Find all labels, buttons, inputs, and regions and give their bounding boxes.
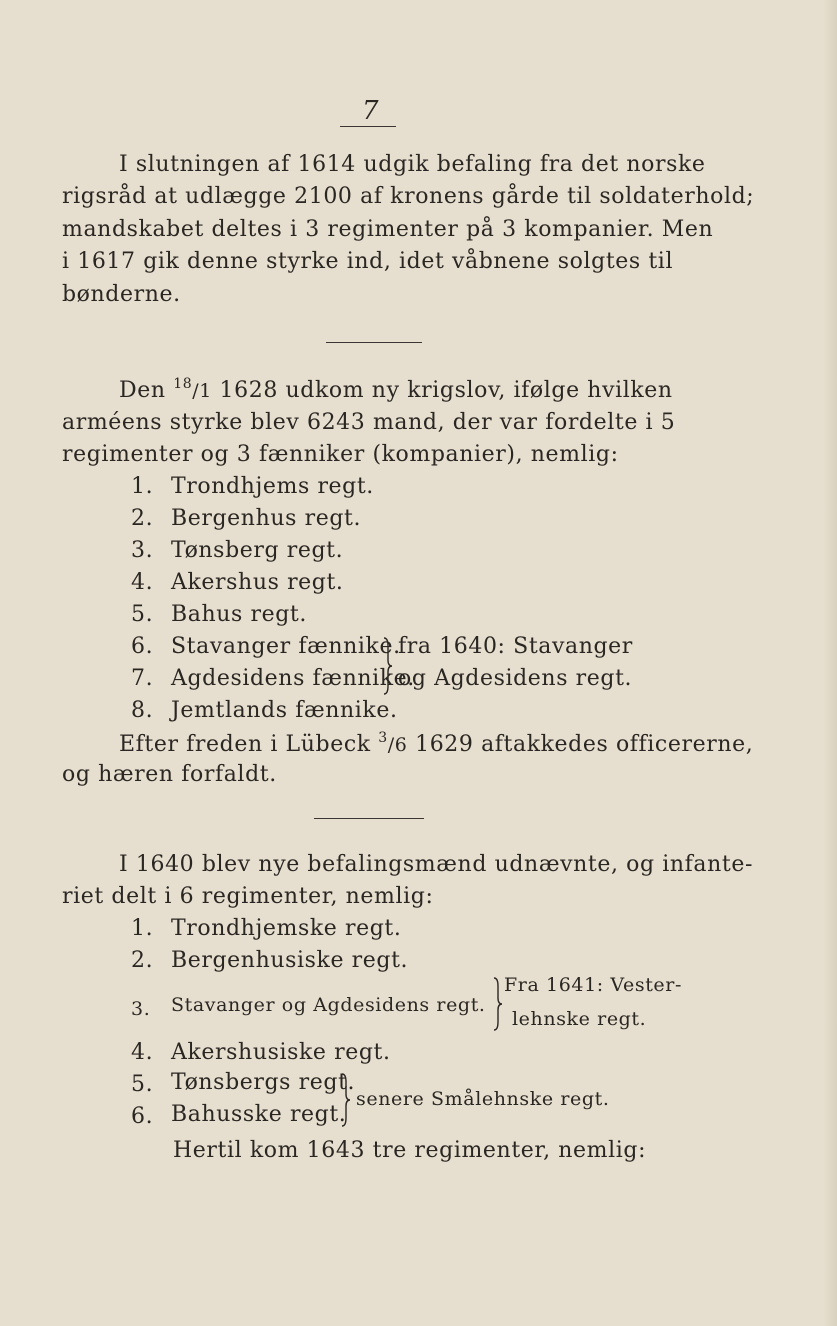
list1-item-8: Jemtlands fænnike. <box>171 698 398 723</box>
list2-num-1: 1. <box>131 916 154 941</box>
para2-after-day: 3 <box>378 730 388 746</box>
list2-num-5: 5. <box>131 1072 154 1097</box>
page-edge <box>823 0 837 1326</box>
list1-num-3: 3. <box>131 538 154 563</box>
list1-num-8: 8. <box>131 698 154 723</box>
para2-date-month: /1 <box>192 380 212 402</box>
para3-line-2: riet delt i 6 regimenter, nemlig: <box>62 884 434 909</box>
para2-line-2: arméens styrke blev 6243 mand, der var fordelte i 5 <box>62 410 676 435</box>
section-divider-1 <box>326 342 422 343</box>
para2-after-rest: 1629 aftakkedes officererne, <box>415 732 754 757</box>
list1-note-line-2: og Agdesidens regt. <box>398 666 633 691</box>
list2-item-5: Tønsbergs regt. <box>171 1070 356 1095</box>
list2-item-2: Bergenhusiske regt. <box>171 948 409 973</box>
para3-line-1: I 1640 blev nye befalingsmænd udnævnte, og infante- <box>119 852 753 877</box>
list1-num-2: 2. <box>131 506 154 531</box>
para3-closing: Hertil kom 1643 tre regimenter, nemlig: <box>173 1138 647 1163</box>
para1-line-1: I slutningen af 1614 udgik befaling fra det norske <box>119 152 706 177</box>
para2-lead: Den <box>119 378 166 403</box>
list1-num-4: 4. <box>131 570 154 595</box>
para1-line-2: rigsråd at udlægge 2100 af kronens gårde til soldaterhold; <box>62 184 755 209</box>
list2-item-3: Stavanger og Agdesidens regt. <box>171 994 486 1016</box>
page-number: 7 <box>362 96 379 126</box>
para2-date-day: 18 <box>173 376 193 392</box>
para2-after-line-2: og hæren forfaldt. <box>62 762 277 787</box>
list2-note-56: senere Smålehnske regt. <box>356 1088 610 1110</box>
page-number-rule <box>340 126 396 127</box>
para2-line-1 <box>119 376 673 403</box>
para2-after-line-1 <box>119 730 753 757</box>
list1-item-7: Agdesidens fænnike. <box>171 666 415 691</box>
list1-brace <box>380 636 394 696</box>
list1-item-2: Bergenhus regt. <box>171 506 362 531</box>
section-divider-2 <box>314 818 424 819</box>
list1-num-5: 5. <box>131 602 154 627</box>
list2-note-3-line-2: lehnske regt. <box>512 1008 647 1030</box>
list1-item-5: Bahus regt. <box>171 602 307 627</box>
list1-item-3: Tønsberg regt. <box>171 538 344 563</box>
list2-note-3-line-1: Fra 1641: Vester- <box>504 974 682 996</box>
para1-line-5: bønderne. <box>62 282 181 307</box>
para2-line-1-rest: 1628 udkom ny krigslov, ifølge hvilken <box>219 378 673 403</box>
list2-item-1: Trondhjemske regt. <box>171 916 402 941</box>
list2-brace-3 <box>490 976 504 1032</box>
para2-line-3: regimenter og 3 fænniker (kompanier), nemlig: <box>62 442 619 467</box>
list1-num-6: 6. <box>131 634 154 659</box>
list2-num-6: 6. <box>131 1104 154 1129</box>
para1-line-4: i 1617 gik denne styrke ind, idet våbnene solgtes til <box>62 249 674 274</box>
para2-after-lead: Efter freden i Lübeck <box>119 732 371 757</box>
list2-brace-56 <box>338 1072 352 1128</box>
list1-item-4: Akershus regt. <box>171 570 344 595</box>
list1-item-1: Trondhjems regt. <box>171 474 374 499</box>
list1-num-1: 1. <box>131 474 154 499</box>
list2-item-6: Bahusske regt. <box>171 1102 347 1127</box>
list2-num-2: 2. <box>131 948 154 973</box>
list1-item-6: Stavanger fænnike. <box>171 634 401 659</box>
list1-num-7: 7. <box>131 666 154 691</box>
list2-num-3: 3. <box>131 998 151 1020</box>
list1-note-line-1: fra 1640: Stavanger <box>398 634 633 659</box>
list2-num-4: 4. <box>131 1040 154 1065</box>
list2-item-4: Akershusiske regt. <box>171 1040 391 1065</box>
para1-line-3: mandskabet deltes i 3 regimenter på 3 kompanier. Men <box>62 217 714 242</box>
para2-after-month: /6 <box>387 734 408 756</box>
